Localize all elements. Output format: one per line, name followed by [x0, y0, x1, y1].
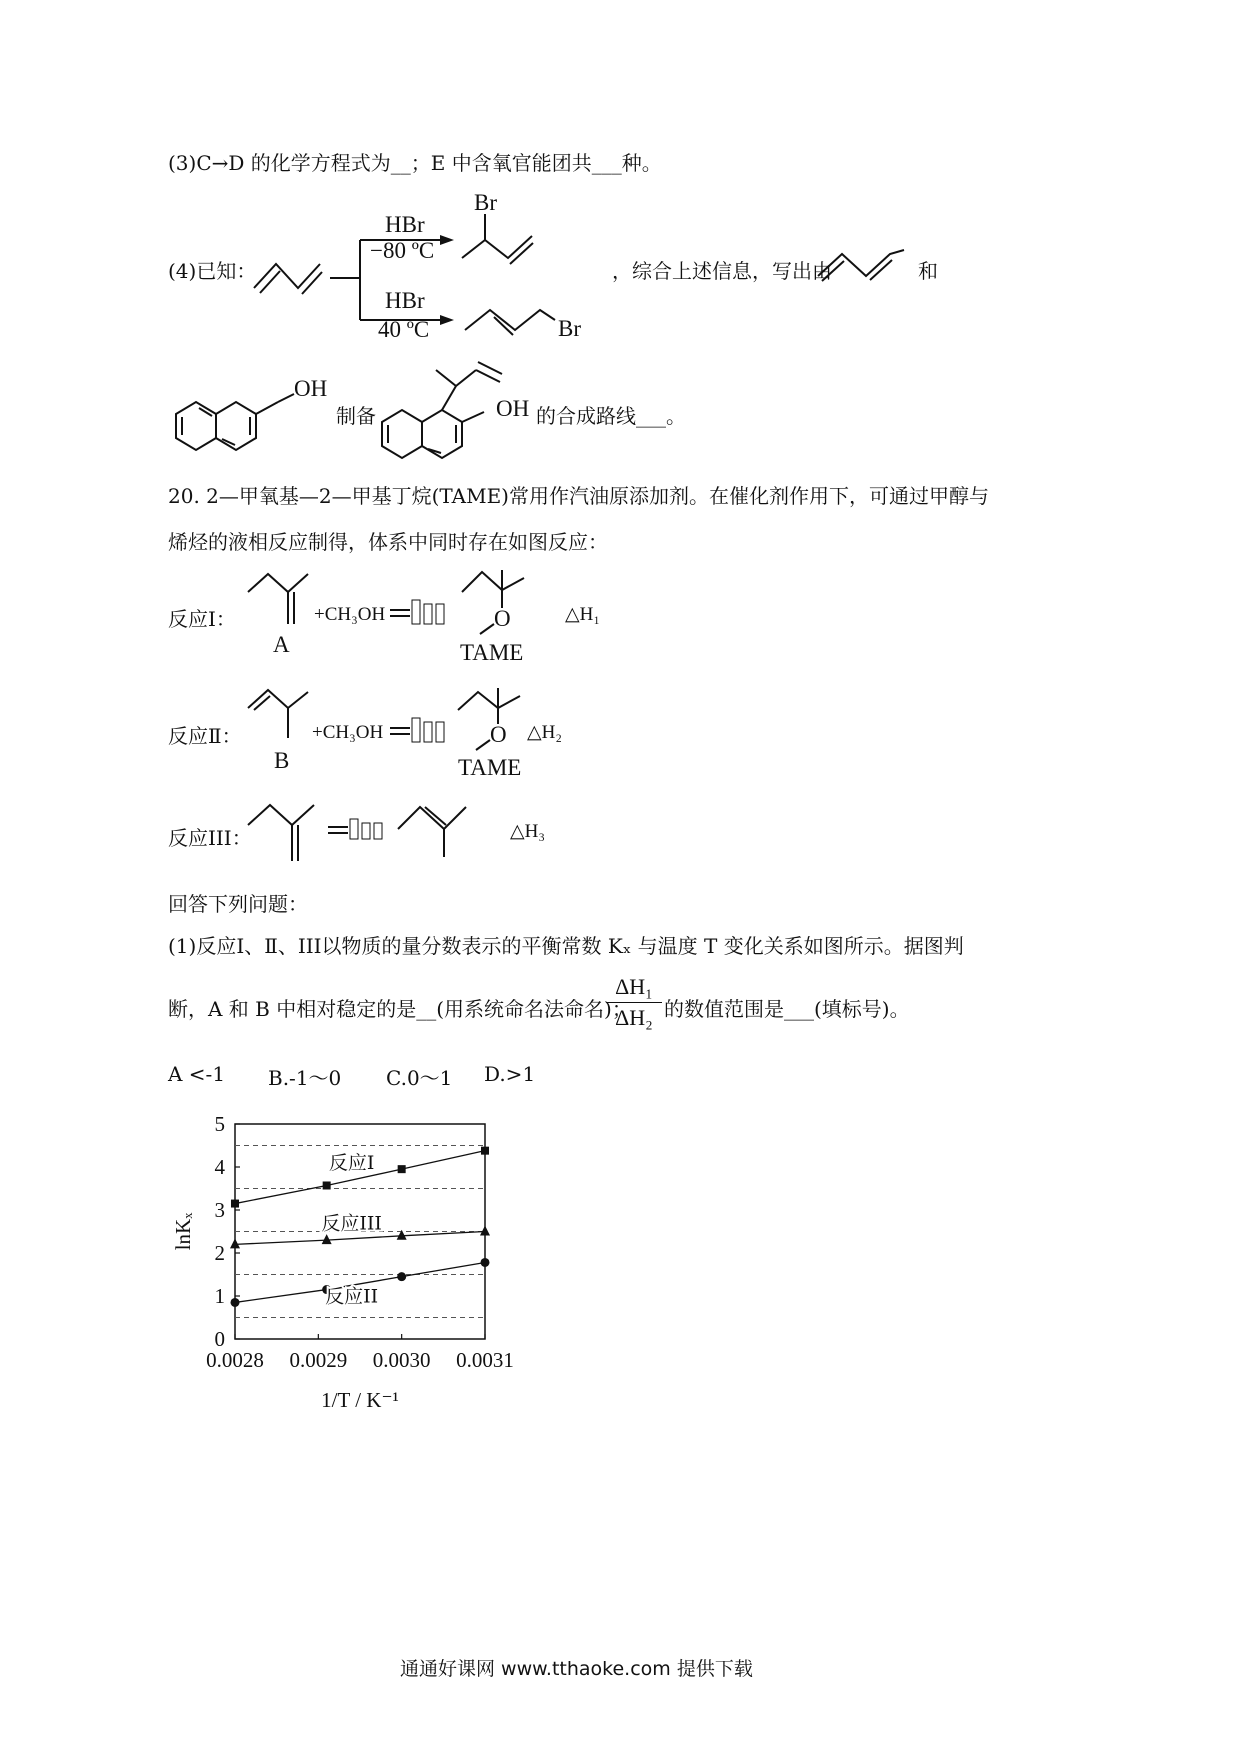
q19-make: 制备 — [336, 404, 376, 428]
reaction2-methanol: +CH₃OH — [312, 722, 384, 743]
data-point-square — [231, 1200, 239, 1208]
product2-br: Br — [558, 316, 581, 341]
q19-part4-middle: ，综合上述信息，写出由 — [612, 259, 832, 283]
data-point-square — [481, 1147, 489, 1155]
product1-br: Br — [474, 190, 497, 215]
option-d: D.>1 — [484, 1062, 536, 1086]
reaction1-label: 反应Ⅰ： — [168, 607, 236, 631]
series-label: 反应III — [321, 1212, 382, 1235]
data-point-triangle — [322, 1234, 332, 1244]
y-tick-label: 3 — [214, 1198, 225, 1222]
data-point-circle — [481, 1258, 490, 1267]
y-axis-label: lnKₓ — [171, 1212, 195, 1251]
data-point-circle — [231, 1298, 240, 1307]
q20-part1-line2b: 的数值范围是___(填标号)。 — [664, 997, 910, 1021]
q20-intro-line1: 20. 2—甲氧基—2—甲基丁烷(TAME)常用作汽油原添加剂。在催化剂作用下，可通过甲醇与 — [168, 484, 989, 508]
y-tick-label: 0 — [214, 1327, 225, 1351]
reaction1-o: O — [494, 606, 511, 631]
reaction2-tame: TAME — [458, 755, 522, 780]
reaction2-b: B — [274, 748, 290, 773]
reaction2-o: O — [490, 722, 507, 747]
y-tick-label: 4 — [214, 1155, 225, 1179]
cond1-reagent: HBr — [385, 212, 425, 237]
dh-ratio-numerator: ΔH₁ — [615, 974, 653, 999]
x-tick-label: 0.0031 — [456, 1348, 514, 1372]
q20-part1-line1: (1)反应Ⅰ、Ⅱ、III以物质的量分数表示的平衡常数 Kₓ 与温度 T 变化关系如图所示。据图判 — [168, 934, 964, 958]
reaction1-a: A — [273, 632, 290, 657]
target-product-structure — [376, 356, 556, 466]
y-tick-label: 2 — [214, 1241, 225, 1265]
y-tick-label: 5 — [214, 1112, 225, 1136]
x-tick-label: 0.0028 — [206, 1348, 264, 1372]
data-point-square — [323, 1181, 331, 1189]
cond1-temp: −80 ºC — [370, 238, 435, 263]
reaction3-dh: △H₃ — [510, 821, 545, 842]
footer-source: 通通好课网 www.tthaoke.com 提供下载 — [400, 1658, 753, 1680]
dh-ratio-fraction — [606, 974, 662, 1031]
q20-intro-line2: 烯烃的液相反应制得，体系中同时存在如图反应： — [168, 530, 608, 554]
data-point-triangle — [480, 1226, 490, 1236]
data-point-circle — [397, 1272, 406, 1281]
reaction1-dh: △H₁ — [565, 604, 600, 625]
series-label: 反应I — [328, 1152, 375, 1175]
reaction2-scheme — [240, 680, 640, 790]
naphthol-structure — [166, 368, 346, 458]
target-oh: OH — [496, 396, 530, 421]
data-point-square — [398, 1165, 406, 1173]
x-axis-label: 1/T / K⁻¹ — [321, 1388, 399, 1412]
naphthol-oh: OH — [294, 376, 328, 401]
reaction2-dh: △H₂ — [527, 722, 562, 743]
reaction3-label: 反应III： — [168, 826, 252, 850]
reaction1-scheme — [240, 560, 640, 670]
q19-part4-prefix: (4)已知： — [168, 259, 257, 283]
option-b: B.-1～0 — [268, 1066, 342, 1090]
option-c: C.0～1 — [386, 1066, 453, 1090]
q19-route: 的合成路线___。 — [536, 404, 686, 428]
series-label: 反应II — [325, 1285, 379, 1308]
dh-ratio-denominator: ΔH₂ — [615, 1005, 653, 1030]
answer-prompt: 回答下列问题： — [168, 892, 308, 916]
reaction3-scheme — [240, 795, 640, 875]
butadiene-structure — [812, 244, 912, 284]
reaction1-tame: TAME — [460, 640, 524, 665]
x-tick-label: 0.0030 — [372, 1348, 431, 1372]
cond2-reagent: HBr — [385, 288, 425, 313]
q19-and: 和 — [918, 259, 938, 283]
x-tick-label: 0.0029 — [289, 1348, 348, 1372]
reaction1-methanol: +CH₃OH — [314, 604, 386, 625]
data-point-triangle — [230, 1238, 240, 1248]
y-tick-label: 1 — [214, 1284, 225, 1308]
cond2-temp: 40 ºC — [378, 317, 430, 342]
lnkx-vs-inverse-t-chart — [160, 1110, 540, 1430]
reaction2-label: 反应Ⅱ： — [168, 724, 242, 748]
butadiene-reaction-scheme — [240, 180, 600, 350]
q19-part3: (3)C→D 的化学方程式为__；E 中含氧官能团共___种。 — [168, 151, 662, 175]
option-a: A <-1 — [168, 1062, 226, 1086]
q20-part1-line2a: 断，A 和 B 中相对稳定的是__(用系统命名法命名)； — [168, 997, 632, 1021]
